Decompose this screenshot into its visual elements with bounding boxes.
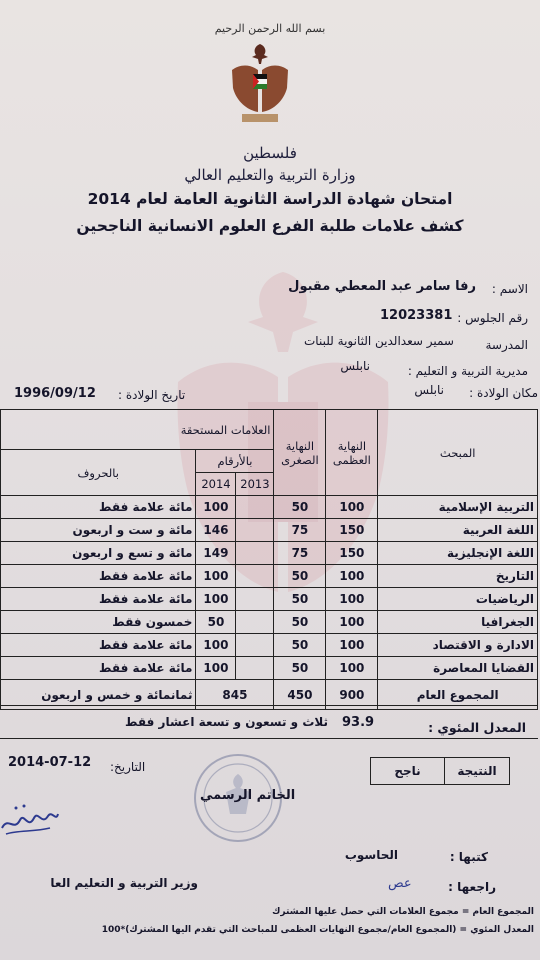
subject-cell: التاريخ bbox=[378, 565, 538, 588]
exam-title: امتحان شهادة الدراسة الثانوية العامة لعام 2014 bbox=[87, 190, 453, 208]
max-cell: 100 bbox=[326, 657, 378, 680]
words-cell: مائة علامة فقط bbox=[1, 657, 196, 680]
min-cell: 50 bbox=[274, 634, 326, 657]
subject-header: المبحث bbox=[378, 410, 538, 496]
subject-cell: التربية الإسلامية bbox=[378, 496, 538, 519]
y2013-cell bbox=[236, 519, 274, 542]
max-cell: 150 bbox=[326, 542, 378, 565]
directorate-name: نابلس bbox=[340, 359, 370, 373]
table-row bbox=[1, 634, 538, 657]
directorate-label: مديرية التربية و التعليم : bbox=[407, 364, 528, 378]
minister-label: وزير التربية و التعليم العا bbox=[50, 876, 198, 890]
birthplace: نابلس bbox=[414, 383, 444, 397]
date-label: التاريخ: bbox=[110, 760, 146, 774]
reviewed-initials: عص bbox=[388, 876, 412, 891]
table-row bbox=[1, 565, 538, 588]
written-by-label: كتبها : bbox=[449, 850, 488, 864]
y2014-cell: 100 bbox=[196, 496, 236, 519]
min-cell: 50 bbox=[274, 611, 326, 634]
words-cell: مائة علامة فقط bbox=[1, 496, 196, 519]
min-cell: 50 bbox=[274, 588, 326, 611]
subject-cell: اللغة الإنجليزية bbox=[378, 542, 538, 565]
grades-table bbox=[0, 409, 538, 710]
words-cell: مائة علامة فقط bbox=[1, 634, 196, 657]
table-row bbox=[1, 542, 538, 565]
written-by: الحاسوب bbox=[344, 848, 398, 862]
min-cell: 75 bbox=[274, 542, 326, 565]
divider bbox=[0, 705, 538, 706]
words-cell: خمسون فقط bbox=[1, 611, 196, 634]
school-name: سمير سعدالدين الثانوية للبنات bbox=[304, 334, 454, 348]
total-max: 900 bbox=[326, 680, 378, 710]
y2013-cell bbox=[236, 565, 274, 588]
y2013-cell bbox=[236, 657, 274, 680]
min-cell: 50 bbox=[274, 496, 326, 519]
letters-header: بالحروف bbox=[1, 450, 196, 496]
max-cell: 100 bbox=[326, 565, 378, 588]
table-row bbox=[1, 657, 538, 680]
y2013-cell bbox=[236, 496, 274, 519]
name-label: الاسم : bbox=[491, 282, 528, 296]
year-2014-header: 2014 bbox=[196, 473, 236, 496]
total-words: ثمانمائة و خمس و اربعون bbox=[1, 680, 196, 710]
table-row bbox=[1, 611, 538, 634]
subject-cell: القضايا المعاصرة bbox=[378, 657, 538, 680]
y2013-cell bbox=[236, 611, 274, 634]
birthdate-label: تاريخ الولادة : bbox=[118, 388, 186, 402]
result-box bbox=[370, 757, 510, 785]
stamp-label: الخاتم الرسمي bbox=[200, 788, 296, 803]
student-name: رفا سامر عبد المعطي مقبول bbox=[288, 279, 476, 294]
subject-cell: اللغة العربية bbox=[378, 519, 538, 542]
max-header: النهاية العظمى bbox=[326, 410, 378, 496]
birthplace-label: مكان الولادة : bbox=[469, 386, 538, 400]
year-2013-header: 2013 bbox=[236, 473, 274, 496]
table-row bbox=[1, 519, 538, 542]
min-header: النهاية الصغرى bbox=[274, 410, 326, 496]
min-cell: 50 bbox=[274, 565, 326, 588]
max-cell: 100 bbox=[326, 634, 378, 657]
total-min: 450 bbox=[274, 680, 326, 710]
subject-cell: الادارة و الاقتصاد bbox=[378, 634, 538, 657]
y2014-cell: 100 bbox=[196, 657, 236, 680]
ministry-name: وزارة التربية والتعليم العالي bbox=[184, 166, 356, 184]
words-cell: مائة و تسع و اربعون bbox=[1, 542, 196, 565]
y2013-cell bbox=[236, 542, 274, 565]
y2013-cell bbox=[236, 588, 274, 611]
subject-cell: الجغرافيا bbox=[378, 611, 538, 634]
words-cell: مائة علامة فقط bbox=[1, 588, 196, 611]
y2014-cell: 50 bbox=[196, 611, 236, 634]
footnote-average: المعدل المئوي = (المجموع العام/مجموع النهايات العظمى للمباحث التي تقدم اليها المشترك)*100 bbox=[101, 925, 534, 935]
marks-header: العلامات المستحقة bbox=[1, 410, 274, 450]
school-label: المدرسة bbox=[485, 338, 528, 352]
result-value: ناجح bbox=[394, 764, 421, 778]
y2014-cell: 146 bbox=[196, 519, 236, 542]
birthdate: 1996/09/12 bbox=[14, 386, 96, 401]
y2014-cell: 100 bbox=[196, 634, 236, 657]
max-cell: 100 bbox=[326, 588, 378, 611]
subject-cell: الرياضيات bbox=[378, 588, 538, 611]
average-words: ثلاث و تسعون و تسعة اعشار فقط bbox=[125, 715, 328, 729]
date-value: 2014-07-12 bbox=[8, 755, 92, 770]
table-row bbox=[1, 588, 538, 611]
y2014-cell: 149 bbox=[196, 542, 236, 565]
divider bbox=[0, 738, 538, 739]
palestine-emblem-icon bbox=[226, 40, 294, 126]
reviewed-by-label: راجعها : bbox=[448, 880, 496, 894]
total-label: المجموع العام bbox=[378, 680, 538, 710]
result-label: النتيجة bbox=[444, 758, 509, 784]
min-cell: 50 bbox=[274, 657, 326, 680]
seat-number: 12023381 bbox=[380, 308, 453, 323]
y2014-cell: 100 bbox=[196, 565, 236, 588]
footnote-total: المجموع العام = مجموع العلامات التي حصل عليها المشترك bbox=[272, 907, 534, 917]
y2014-cell: 100 bbox=[196, 588, 236, 611]
max-cell: 100 bbox=[326, 496, 378, 519]
max-cell: 100 bbox=[326, 611, 378, 634]
seat-label: رقم الجلوس : bbox=[457, 311, 528, 325]
words-cell: مائة و ست و اربعون bbox=[1, 519, 196, 542]
max-cell: 150 bbox=[326, 519, 378, 542]
average-value: 93.9 bbox=[342, 715, 375, 730]
country-name: فلسطين bbox=[243, 144, 297, 162]
basmala: بسم الله الرحمن الرحيم bbox=[214, 22, 326, 35]
table-header-row bbox=[1, 410, 538, 450]
min-cell: 75 bbox=[274, 519, 326, 542]
report-title: كشف علامات طلبة الفرع العلوم الانسانية الناجحين bbox=[76, 217, 464, 235]
y2013-cell bbox=[236, 634, 274, 657]
signature-icon bbox=[0, 800, 60, 840]
words-cell: مائة علامة فقط bbox=[1, 565, 196, 588]
digits-header: بالأرقام bbox=[196, 450, 274, 473]
average-label: المعدل المئوي : bbox=[428, 720, 526, 735]
total-value: 845 bbox=[196, 680, 274, 710]
table-row bbox=[1, 496, 538, 519]
